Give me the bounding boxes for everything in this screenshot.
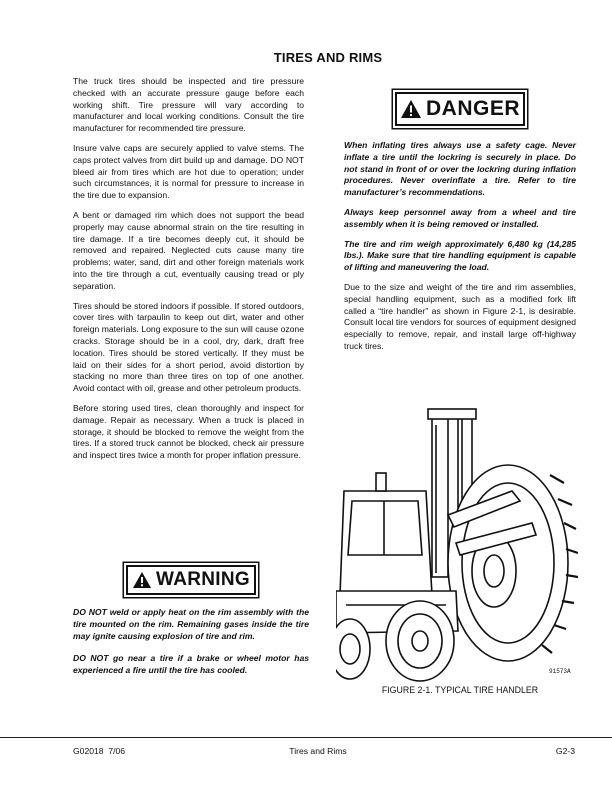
danger-message-safety-cage: When inflating tires always use a safety cage. Never inflate a tire until the lockring is securely in place. Do not stand in front of or over the lockring during inflation procedures. Never overinflate a tire. Refer to tire manufacturer’s recommendations.	[344, 140, 576, 198]
footer-doc-number: G02018 7/06	[73, 746, 126, 756]
danger-message-weight: The tire and rim weigh approximately 6,480 kg (14,285 lbs.). Make sure that tire handling equipment is capable of lifting and maneuvering the load.	[344, 238, 576, 273]
warning-sign	[126, 565, 256, 595]
paragraph-storage: Tires should be stored indoors if possible. If stored outdoors, cover tires with tarpaulin to keep out dirt, water and other foreign materials. Long exposure to the sun will cause ozone cracks. Storage should be in a cool, dry, dark, draft free location. Tires should be stored vertically. If they must be laid on their sides for a short period, avoid distortion by stacking no more than three tires on top of one another. Avoid contact with oil, grease and other petroleum products.	[73, 300, 304, 394]
danger-triangle-icon	[400, 99, 422, 119]
paragraph-inspection: The truck tires should be inspected and tire pressure checked with an accurate pressure gauge before each working shift. Tire pressure will vary according to manufacturer and local working conditions. Consult the tire manufacturer for recommended tire pressure.	[73, 76, 304, 134]
tire-handler-illustration-icon	[336, 395, 578, 685]
figure-id: 91573A	[549, 668, 571, 675]
warning-label: WARNING	[156, 569, 250, 590]
left-column	[73, 76, 304, 470]
paragraph-valve-caps: Insure valve caps are securely applied to valve stems. The caps protect valves from dirt build up and damage. DO NOT bleed air from tires which are hot due to operation; under such circumstances, it is normal for pressure to increase in the tire due to expansion.	[73, 142, 304, 201]
warning-triangle-icon	[132, 571, 152, 589]
warning-message-weld: DO NOT weld or apply heat on the rim assembly with the tire mounted on the rim. Remaining gases inside the tire may ignite causing explosion of tire and rim.	[73, 607, 309, 641]
danger-message-personnel: Always keep personnel away from a wheel and tire assembly when it is being removed or installed.	[344, 206, 576, 229]
footer-page-number: G2-3	[555, 746, 575, 756]
warning-block	[73, 565, 309, 688]
figure-caption: FIGURE 2-1. TYPICAL TIRE HANDLER	[381, 685, 539, 695]
warning-message-fire: DO NOT go near a tire if a brake or wheel motor has experienced a fire until the tire has cooled.	[73, 653, 309, 676]
paragraph-storing-used-tires: Before storing used tires, clean thoroughly and inspect for damage. Repair as necessary. When a truck is placed in storage, it should be blocked to remove the weight from the tires. If a stored truck cannot be blocked, check air pressure and inspect tires twice a month for proper inflation pressure.	[73, 402, 304, 461]
danger-sign	[395, 92, 525, 126]
page-title: TIRES AND RIMS	[273, 50, 383, 65]
footer-divider	[0, 737, 612, 738]
paragraph-tire-handler: Due to the size and weight of the tire and rim assemblies, special handling equipment, such as a modified fork lift called a “tire handler” as shown in Figure 2-1, is desirable. Consult local tire vendors for sources of equipment designed especially to remove, repair, and install large off-highway truck tires.	[344, 281, 576, 351]
right-column	[344, 92, 576, 361]
footer-section-title: Tires and Rims	[289, 746, 347, 756]
paragraph-damaged-rim: A bent or damaged rim which does not support the bead properly may cause abnormal strain on the tire resulting in tire damage. If a tire becomes deeply cut, it should be removed and repaired. Neglected cuts cause many tire problems; water, sand, dirt and other foreign materials work into the tire through a cut, eventually causing tread or ply separation.	[73, 209, 304, 291]
figure-tire-handler	[336, 395, 578, 695]
danger-label: DANGER	[425, 97, 520, 120]
